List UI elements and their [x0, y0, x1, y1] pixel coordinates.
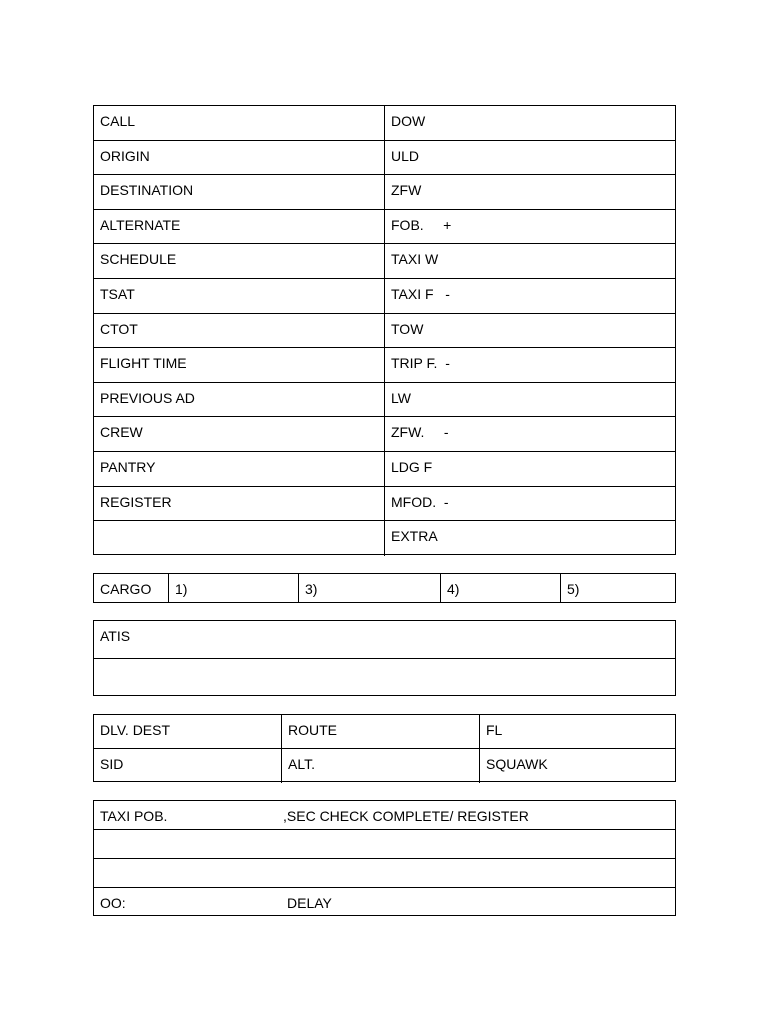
dlv-dest-field[interactable]: DLV. DEST [94, 715, 282, 748]
schedule-field[interactable]: SCHEDULE [94, 244, 385, 278]
alternate-field[interactable]: ALTERNATE [94, 210, 385, 244]
cargo-slot-5[interactable]: 5) [567, 581, 580, 597]
tsat-field[interactable]: TSAT [94, 279, 385, 313]
oo-field[interactable]: OO: [100, 895, 126, 911]
table-row [94, 801, 675, 830]
taxi-weight-field[interactable]: TAXI W [391, 251, 439, 268]
mfod-field[interactable]: MFOD. - [391, 493, 449, 510]
table-row [94, 279, 675, 314]
zfw-check-field[interactable]: ZFW. - [391, 424, 449, 441]
pantry-field[interactable]: PANTRY [94, 452, 385, 486]
cargo-slot-3[interactable]: 3) [299, 574, 441, 602]
ctot-field[interactable]: CTOT [94, 314, 385, 348]
table-row [94, 749, 675, 783]
table-row [94, 521, 675, 556]
previous-ad-field[interactable]: PREVIOUS AD [94, 383, 385, 417]
atis-table [93, 620, 676, 696]
table-row [94, 314, 675, 349]
taxi-table [93, 800, 676, 916]
trip-fuel-field[interactable]: TRIP F. - [391, 355, 450, 372]
sec-check-field[interactable]: ,SEC CHECK COMPLETE/ REGISTER [283, 808, 529, 824]
extra-field[interactable]: EXTRA [391, 528, 438, 545]
squawk-field[interactable]: SQUAWK [486, 756, 548, 772]
dow-field[interactable]: DOW [391, 113, 426, 129]
delivery-table [93, 714, 676, 782]
call-field[interactable]: CALL [94, 106, 385, 140]
table-row [94, 244, 675, 279]
table-row [94, 141, 675, 176]
table-row [94, 574, 675, 602]
table-row [94, 859, 675, 888]
taxi-line-2[interactable] [94, 830, 675, 858]
crew-field[interactable]: CREW [94, 417, 385, 451]
taxi-fuel-field[interactable]: TAXI F - [391, 285, 450, 302]
table-row [94, 659, 675, 697]
delay-field[interactable]: DELAY [287, 895, 332, 911]
route-field[interactable]: ROUTE [282, 715, 480, 748]
table-row [94, 888, 675, 917]
atis-label: ATIS [100, 628, 131, 644]
cargo-slot-1[interactable]: 1) [169, 574, 299, 602]
table-row [94, 487, 675, 522]
fl-field[interactable]: FL [486, 722, 503, 738]
sid-field[interactable]: SID [94, 749, 282, 783]
destination-field[interactable]: DESTINATION [94, 175, 385, 209]
table-row [94, 210, 675, 245]
empty-field[interactable] [94, 521, 385, 556]
cargo-label: CARGO [94, 574, 169, 602]
lw-field[interactable]: LW [391, 389, 411, 406]
uld-field[interactable]: ULD [391, 147, 420, 164]
table-row [94, 175, 675, 210]
taxi-line-3[interactable] [94, 859, 675, 887]
flight-info-table [93, 105, 676, 555]
fob-field[interactable]: FOB. + [391, 216, 452, 233]
cargo-slot-4[interactable]: 4) [441, 574, 561, 602]
ldg-fuel-field[interactable]: LDG F [391, 458, 433, 475]
table-row [94, 621, 675, 659]
table-row [94, 830, 675, 859]
atis-field[interactable] [94, 659, 675, 697]
flight-time-field[interactable]: FLIGHT TIME [94, 348, 385, 382]
taxi-pob-field[interactable]: TAXI POB. [100, 808, 168, 824]
table-row [94, 715, 675, 749]
tow-field[interactable]: TOW [391, 320, 424, 337]
alt-field[interactable]: ALT. [282, 749, 480, 783]
table-row [94, 452, 675, 487]
table-row [94, 106, 675, 141]
cargo-table [93, 573, 676, 603]
table-row [94, 417, 675, 452]
zfw-field[interactable]: ZFW [391, 182, 422, 199]
origin-field[interactable]: ORIGIN [94, 141, 385, 175]
table-row [94, 348, 675, 383]
table-row [94, 383, 675, 418]
register-field[interactable]: REGISTER [94, 487, 385, 521]
